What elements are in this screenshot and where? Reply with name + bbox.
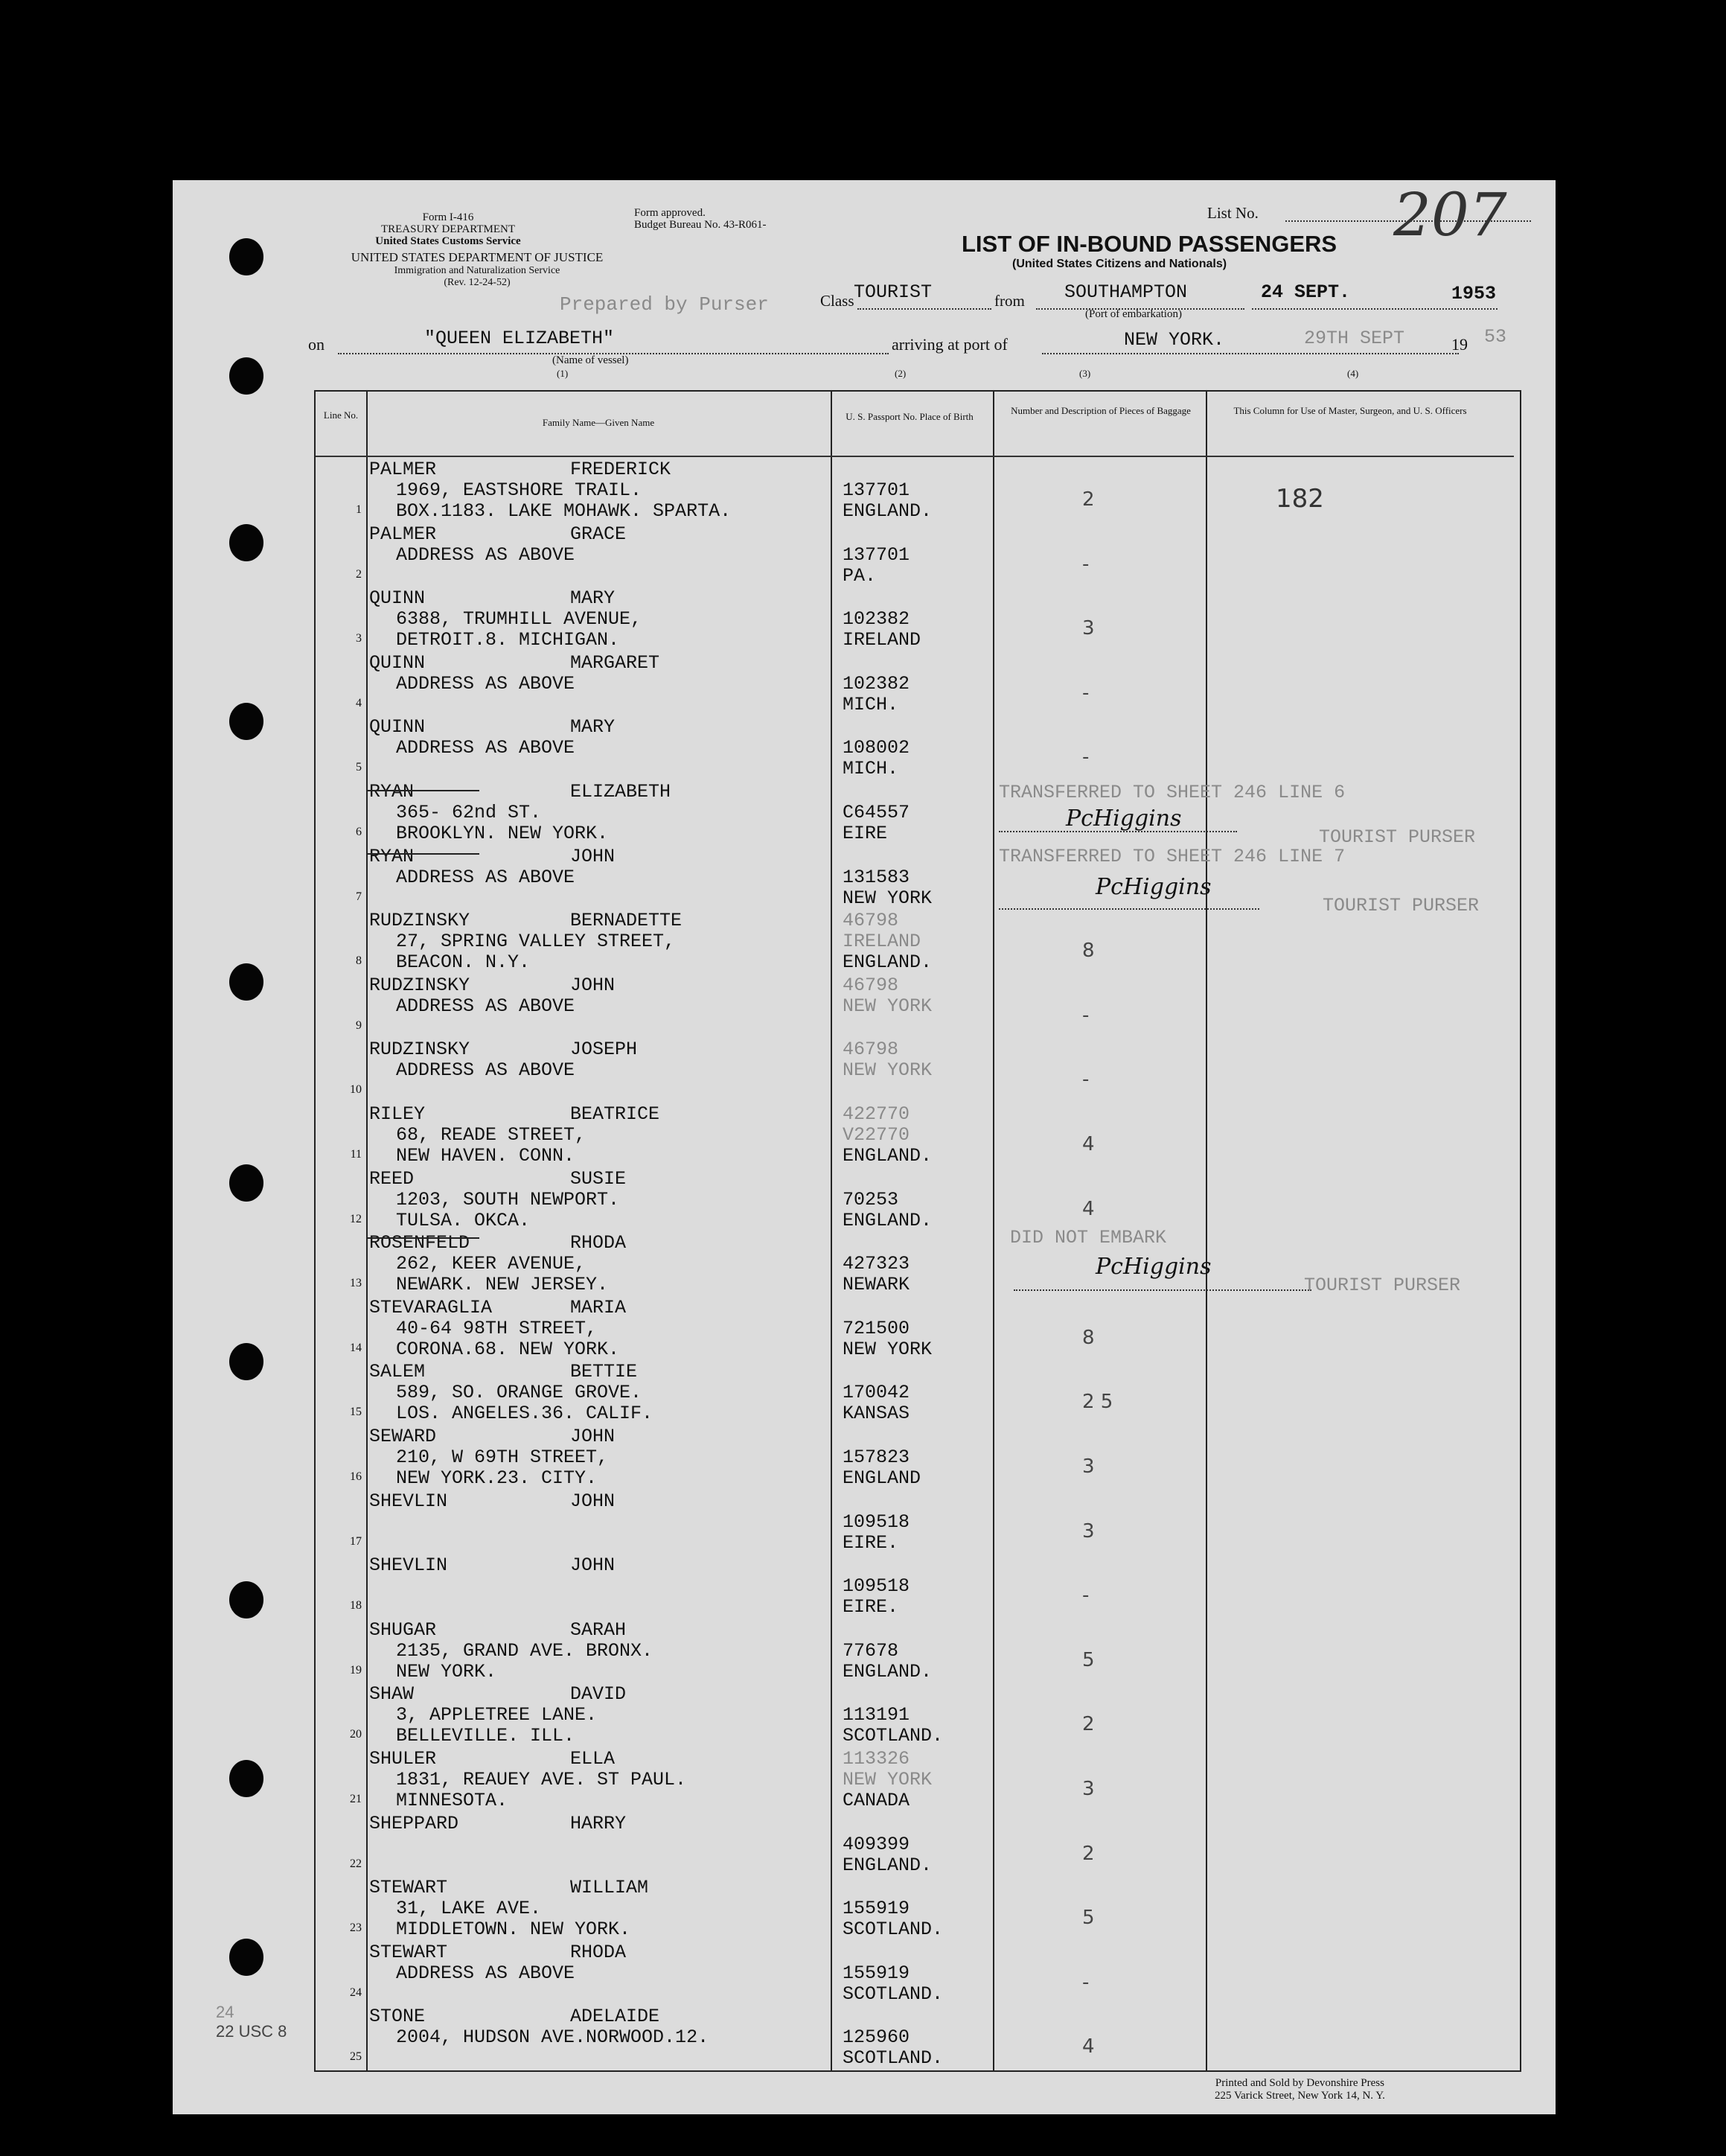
signature-7: PcHiggins — [1096, 874, 1212, 900]
given-name: JOSEPH — [570, 1039, 638, 1061]
place-of-birth: SCOTLAND. — [843, 1983, 944, 2005]
baggage-count: 3 — [1082, 1519, 1095, 1543]
passport-corrected: 46798 — [843, 1039, 899, 1061]
line-number: 15 — [350, 1406, 362, 1419]
given-name: JOHN — [570, 1426, 616, 1447]
family-name: RUDZINSKY — [369, 974, 470, 996]
line-number: 12 — [350, 1212, 362, 1225]
passport-corrected: 46798 — [843, 974, 899, 996]
passport-corrected: 113326 — [843, 1748, 910, 1770]
table-row — [316, 2006, 1520, 2070]
class-line — [857, 308, 991, 310]
line-number: 5 — [356, 761, 362, 774]
passport-number: 409399 — [843, 1833, 910, 1855]
place-of-birth: NEW YORK — [843, 887, 933, 909]
punch-hole — [229, 238, 263, 275]
place-of-birth: NEW YORK — [843, 1338, 933, 1360]
address-line-1: 1831, REAUEY AVE. ST PAUL. — [396, 1769, 687, 1790]
document-subtitle: (United States Citizens and Nationals) — [1012, 258, 1227, 270]
family-name: REED — [369, 1167, 415, 1190]
list-no-handwritten: 207 — [1393, 180, 1507, 249]
form-approved: Form approved. — [634, 207, 706, 219]
given-name: ELIZABETH — [570, 781, 671, 803]
class-label: Class — [820, 292, 854, 310]
printer-block — [1215, 2077, 1385, 2102]
given-name: MARGARET — [570, 651, 660, 674]
given-name: RHODA — [570, 1941, 627, 1963]
address-line-2: NEW YORK. — [396, 1660, 497, 1683]
place-of-birth: ENGLAND. — [843, 1660, 933, 1683]
place-of-birth: KANSAS — [843, 1403, 910, 1425]
officer-note: 182 — [1276, 484, 1324, 514]
note-line-13: DID NOT EMBARK — [1010, 1227, 1167, 1248]
class-value: TOURIST — [854, 281, 933, 303]
place-of-birth: CANADA — [843, 1790, 910, 1811]
address-line-1: 31, LAKE AVE. — [396, 1898, 542, 1920]
baggage-count: 3 — [1082, 1778, 1095, 1800]
passport-number: 125960 — [843, 2026, 910, 2049]
passport-number: 427323 — [843, 1253, 910, 1275]
baggage-count: 4 — [1082, 2035, 1095, 2058]
table-row — [316, 587, 1520, 652]
header-passport: U. S. Passport No. Place of Birth — [846, 411, 974, 422]
passport-number: IRELAND — [843, 931, 921, 953]
on-label: on — [308, 335, 325, 354]
address-line-2: MINNESOTA. — [396, 1790, 508, 1811]
address-line-2: LOS. ANGELES.36. CALIF. — [396, 1403, 653, 1425]
address-line-1: ADDRESS AS ABOVE — [396, 995, 575, 1017]
ins-service: Immigration and Naturalization Service — [394, 265, 560, 276]
table-row — [316, 1683, 1520, 1748]
line-number: 18 — [350, 1599, 362, 1613]
line-number: 17 — [350, 1534, 362, 1548]
passport-number: 131583 — [843, 866, 910, 888]
place-of-birth: ENGLAND. — [843, 500, 933, 522]
given-name: ELLA — [570, 1748, 616, 1770]
port-line — [1042, 353, 1459, 354]
form-page — [173, 180, 1556, 2114]
baggage-count: 2 — [1082, 488, 1095, 511]
col-num-1: (1) — [557, 368, 569, 379]
table-row — [316, 1039, 1520, 1103]
address-line-2: NEW HAVEN. CONN. — [396, 1145, 575, 1167]
family-name: RUDZINSKY — [369, 910, 470, 932]
note-line-7: TRANSFERRED TO SHEET 246 LINE 7 — [999, 846, 1346, 867]
punch-hole — [229, 1164, 263, 1202]
line-number: 4 — [356, 696, 362, 709]
strike-ryan-1 — [368, 790, 479, 791]
justice-block — [310, 250, 645, 289]
line-number: 2 — [356, 567, 362, 581]
passport-number: 157823 — [843, 1447, 910, 1468]
from-label: from — [994, 292, 1025, 310]
baggage-count: - — [1082, 1971, 1090, 1994]
baggage-count: 5 — [1082, 1648, 1095, 1671]
place-of-birth: EIRE — [843, 823, 888, 844]
family-name: SHEPPARD — [369, 1812, 459, 1834]
arrival-date: 29TH SEPT — [1304, 328, 1405, 349]
line-number: 7 — [356, 890, 362, 903]
arrival-year: 53 — [1484, 326, 1507, 348]
passport-number: NEW YORK — [843, 1769, 933, 1790]
address-line-2: BELLEVILLE. ILL. — [396, 1725, 575, 1747]
family-name: PALMER — [369, 523, 437, 545]
table-row — [316, 716, 1520, 781]
passport-number: 109518 — [843, 1511, 910, 1533]
punch-hole — [229, 1760, 263, 1797]
address-line-1: 589, SO. ORANGE GROVE. — [396, 1382, 642, 1404]
address-line-2: BOX.1183. LAKE MOHAWK. SPARTA. — [396, 500, 732, 522]
passport-number: 721500 — [843, 1317, 910, 1339]
line-number: 13 — [350, 1277, 362, 1290]
given-name: MARIA — [570, 1296, 627, 1318]
table-row — [316, 1168, 1520, 1233]
given-name: BETTIE — [570, 1361, 638, 1383]
family-name: RYAN — [369, 845, 415, 867]
passport-number: NEW YORK — [843, 1059, 933, 1082]
line-number: 16 — [350, 1470, 362, 1483]
line-number: 24 — [350, 1986, 362, 1999]
place-of-birth: MICH. — [843, 758, 899, 780]
line-number: 22 — [350, 1857, 362, 1870]
purser-6: TOURIST PURSER — [1319, 826, 1476, 848]
given-name: BERNADETTE — [570, 910, 683, 932]
punch-hole — [229, 524, 263, 561]
passport-number: 155919 — [843, 1962, 910, 1984]
line-number: 10 — [350, 1083, 362, 1097]
header-line-no: Line No. — [323, 409, 359, 421]
passport-number: 109518 — [843, 1575, 910, 1598]
place-of-birth: ENGLAND. — [843, 1209, 933, 1231]
table-row — [316, 652, 1520, 717]
baggage-count: - — [1082, 746, 1090, 769]
address-line-1: ADDRESS AS ABOVE — [396, 1962, 575, 1984]
family-name: SEWARD — [369, 1426, 437, 1447]
address-line-1: 40-64 98TH STREET, — [396, 1317, 598, 1339]
purser-7: TOURIST PURSER — [1323, 895, 1480, 916]
address-line-2: BROOKLYN. NEW YORK. — [396, 823, 609, 844]
table-row — [316, 1490, 1520, 1555]
family-name: QUINN — [369, 716, 426, 739]
address-line-2: NEW YORK.23. CITY. — [396, 1467, 598, 1489]
note-line-7-rule — [999, 908, 1259, 910]
family-name: SHUGAR — [369, 1618, 437, 1641]
arrival-port: NEW YORK. — [1124, 329, 1225, 351]
family-name: SHULER — [369, 1748, 437, 1770]
baggage-count: 8 — [1082, 1326, 1095, 1349]
footer-usc-top: 24 — [216, 2003, 234, 2021]
family-name: RUDZINSKY — [369, 1039, 470, 1061]
line-number: 23 — [350, 1921, 362, 1935]
place-of-birth: ENGLAND — [843, 1467, 921, 1489]
baggage-count: 4 — [1082, 1133, 1095, 1155]
address-line-1: 1203, SOUTH NEWPORT. — [396, 1188, 620, 1211]
address-line-1: ADDRESS AS ABOVE — [396, 543, 575, 566]
given-name: SUSIE — [570, 1167, 627, 1190]
given-name: WILLIAM — [570, 1877, 649, 1899]
col-num-2: (2) — [895, 368, 907, 379]
baggage-count: 2 5 — [1082, 1391, 1113, 1414]
table-row — [316, 1554, 1520, 1619]
baggage-count: - — [1082, 1068, 1090, 1091]
signature-13: PcHiggins — [1096, 1254, 1212, 1280]
col-num-4: (4) — [1347, 368, 1359, 379]
given-name: RHODA — [570, 1232, 627, 1254]
given-name: ADELAIDE — [570, 2006, 660, 2028]
form-number: Form I-416 — [422, 211, 474, 223]
approval-block — [634, 207, 766, 231]
table-row — [316, 1619, 1520, 1684]
address-line-1: 262, KEER AVENUE, — [396, 1253, 586, 1275]
header-rule — [316, 456, 1514, 457]
address-line-1: ADDRESS AS ABOVE — [396, 1059, 575, 1082]
table-row — [316, 1942, 1520, 2006]
address-line-1: 68, READE STREET, — [396, 1124, 586, 1146]
baggage-count: 3 — [1082, 617, 1095, 640]
purser-13: TOURIST PURSER — [1304, 1275, 1461, 1296]
baggage-count: 8 — [1082, 940, 1095, 963]
table-row — [316, 1748, 1520, 1813]
from-value: SOUTHAMPTON — [1064, 281, 1188, 303]
place-of-birth: ENGLAND. — [843, 951, 933, 974]
header-officers: This Column for Use of Master, Surgeon, and U. S. Officers — [1233, 405, 1467, 416]
passport-number: 155919 — [843, 1898, 910, 1920]
line-number: 20 — [350, 1728, 362, 1741]
table-row — [316, 459, 1520, 523]
table-row — [316, 1297, 1520, 1362]
document-title: LIST OF IN-BOUND PASSENGERS — [962, 231, 1337, 257]
address-line-2: NEWARK. NEW JERSEY. — [396, 1274, 609, 1296]
place-of-birth: SCOTLAND. — [843, 2047, 944, 2070]
family-name: QUINN — [369, 587, 426, 610]
family-name: STEWART — [369, 1877, 448, 1899]
place-of-birth: ENGLAND. — [843, 1145, 933, 1167]
form-header-left — [322, 211, 575, 247]
strike-ryan-2 — [368, 853, 479, 855]
line-number: 11 — [350, 1148, 362, 1161]
passport-number: 137701 — [843, 543, 910, 566]
passenger-table — [314, 390, 1521, 2072]
baggage-count: 2 — [1082, 1713, 1095, 1736]
place-of-birth: EIRE. — [843, 1531, 899, 1554]
budget-bureau: Budget Bureau No. 43-R061- — [634, 219, 767, 231]
baggage-count: 2 — [1082, 1842, 1095, 1865]
family-name: PALMER — [369, 459, 437, 480]
family-name: RILEY — [369, 1103, 426, 1125]
punch-hole — [229, 1939, 263, 1976]
passport-number: 137701 — [843, 479, 910, 501]
col-num-3: (3) — [1079, 368, 1091, 379]
passport-number: NEW YORK — [843, 995, 933, 1017]
given-name: JOHN — [570, 845, 616, 867]
baggage-count: 3 — [1082, 1455, 1095, 1478]
given-name: JOHN — [570, 1490, 616, 1512]
passport-corrected: 422770 — [843, 1103, 910, 1125]
address-line-2: TULSA. OKCA. — [396, 1209, 531, 1231]
revision: (Rev. 12-24-52) — [444, 277, 511, 288]
line-number: 21 — [350, 1793, 362, 1805]
passport-number: 102382 — [843, 672, 910, 695]
strike-rosenfeld — [368, 1237, 479, 1239]
address-line-1: 1969, EASTSHORE TRAIL. — [396, 479, 642, 501]
given-name: HARRY — [570, 1812, 627, 1834]
given-name: MARY — [570, 587, 616, 610]
punch-hole — [229, 1343, 263, 1380]
port-embark-label: (Port of embarkation) — [1085, 308, 1182, 320]
baggage-count: - — [1082, 681, 1090, 704]
family-name: QUINN — [369, 651, 426, 674]
given-name: JOHN — [570, 1554, 616, 1577]
given-name: FREDERICK — [570, 459, 671, 480]
table-row — [316, 910, 1520, 975]
address-line-1: ADDRESS AS ABOVE — [396, 737, 575, 759]
table-row — [316, 1813, 1520, 1878]
line-number: 14 — [350, 1341, 362, 1354]
address-line-1: 27, SPRING VALLEY STREET, — [396, 931, 676, 953]
line-number: 25 — [350, 2050, 362, 2064]
line-number: 6 — [356, 826, 362, 838]
passport-number: V22770 — [843, 1124, 910, 1146]
baggage-count: - — [1082, 552, 1090, 575]
line-number: 9 — [356, 1018, 362, 1032]
place-of-birth: PA. — [843, 564, 877, 587]
baggage-count: 4 — [1082, 1197, 1095, 1220]
prepared-by: Prepared by Purser — [560, 293, 769, 316]
signature-6: PcHiggins — [1066, 806, 1182, 832]
table-row — [316, 975, 1520, 1039]
baggage-count: - — [1082, 1584, 1090, 1607]
footer-usc: 22 USC 8 — [216, 2022, 287, 2041]
table-row — [316, 1877, 1520, 1942]
customs-service: United States Customs Service — [375, 235, 521, 247]
passport-number: 170042 — [843, 1382, 910, 1404]
line-number: 19 — [350, 1663, 362, 1677]
place-of-birth: NEWARK — [843, 1274, 910, 1296]
family-name: SHEVLIN — [369, 1554, 448, 1577]
justice-dept: UNITED STATES DEPARTMENT OF JUSTICE — [351, 250, 604, 264]
family-name: SALEM — [369, 1361, 426, 1383]
address-line-2: BEACON. N.Y. — [396, 951, 531, 974]
passport-number: 113191 — [843, 1704, 910, 1726]
table-row — [316, 1426, 1520, 1490]
place-of-birth: SCOTLAND. — [843, 1725, 944, 1747]
address-line-1: 210, W 69TH STREET, — [396, 1447, 609, 1468]
given-name: GRACE — [570, 523, 627, 545]
address-line-1: 6388, TRUMHILL AVENUE, — [396, 608, 642, 631]
given-name: JOHN — [570, 974, 616, 996]
printer-line-2: 225 Varick Street, New York 14, N. Y. — [1215, 2090, 1385, 2102]
address-line-1: ADDRESS AS ABOVE — [396, 866, 575, 888]
family-name: STEWART — [369, 1941, 448, 1963]
family-name: RYAN — [369, 781, 415, 803]
given-name: SARAH — [570, 1618, 627, 1641]
family-name: SHAW — [369, 1683, 415, 1706]
list-no-label: List No. — [1207, 204, 1259, 222]
line-number: 3 — [356, 632, 362, 645]
table-row — [316, 1103, 1520, 1168]
address-line-1: 2135, GRAND AVE. BRONX. — [396, 1639, 653, 1662]
address-line-1: 3, APPLETREE LANE. — [396, 1704, 598, 1726]
punch-hole — [229, 1581, 263, 1618]
embark-year: 1953 — [1451, 283, 1497, 304]
place-of-birth: MICH. — [843, 693, 899, 715]
given-name: DAVID — [570, 1683, 627, 1706]
address-line-2: CORONA.68. NEW YORK. — [396, 1338, 620, 1360]
family-name: STEVARAGLIA — [369, 1296, 493, 1318]
passport-number: 102382 — [843, 608, 910, 631]
family-name: STONE — [369, 2006, 426, 2028]
address-line-2: DETROIT.8. MICHIGAN. — [396, 629, 620, 651]
line-number: 8 — [356, 954, 362, 968]
family-name: SHEVLIN — [369, 1490, 448, 1512]
address-line-1: 365- 62nd ST. — [396, 802, 542, 823]
vessel-label: (Name of vessel) — [552, 354, 629, 366]
table-row — [316, 523, 1520, 588]
address-line-2: MIDDLETOWN. NEW YORK. — [396, 1919, 631, 1941]
punch-hole — [229, 703, 263, 740]
place-of-birth: IRELAND — [843, 629, 921, 651]
place-of-birth: ENGLAND. — [843, 1854, 933, 1876]
printer-line-1: Printed and Sold by Devonshire Press — [1215, 2077, 1384, 2089]
passport-number: 70253 — [843, 1188, 899, 1211]
baggage-count: 5 — [1082, 1907, 1095, 1930]
family-name: ROSENFELD — [369, 1232, 470, 1254]
treasury-dept: TREASURY DEPARTMENT — [380, 223, 516, 235]
address-line-1: ADDRESS AS ABOVE — [396, 672, 575, 695]
header-baggage: Number and Description of Pieces of Baggage — [1011, 405, 1191, 416]
punch-hole — [229, 963, 263, 1001]
passport-number: 77678 — [843, 1639, 899, 1662]
header-name: Family Name—Given Name — [542, 417, 655, 428]
passport-number: C64557 — [843, 802, 910, 823]
place-of-birth: EIRE. — [843, 1596, 899, 1618]
given-name: BEATRICE — [570, 1103, 660, 1125]
embark-date: 24 SEPT. — [1261, 281, 1351, 303]
note-line-13-rule — [1014, 1289, 1311, 1291]
passport-number: 108002 — [843, 737, 910, 759]
given-name: MARY — [570, 716, 616, 739]
place-of-birth: SCOTLAND. — [843, 1919, 944, 1941]
vessel-name: "QUEEN ELIZABETH" — [424, 328, 615, 349]
punch-hole — [229, 357, 263, 395]
table-row — [316, 1361, 1520, 1426]
address-line-1: 2004, HUDSON AVE.NORWOOD.12. — [396, 2026, 709, 2049]
year-prefix: 19 — [1451, 335, 1468, 354]
date-line — [1252, 308, 1498, 310]
passport-corrected: 46798 — [843, 910, 899, 932]
note-line-6: TRANSFERRED TO SHEET 246 LINE 6 — [999, 782, 1346, 803]
baggage-count: - — [1082, 1004, 1090, 1027]
line-number: 1 — [356, 503, 362, 516]
arriving-label: arriving at port of — [892, 335, 1008, 354]
